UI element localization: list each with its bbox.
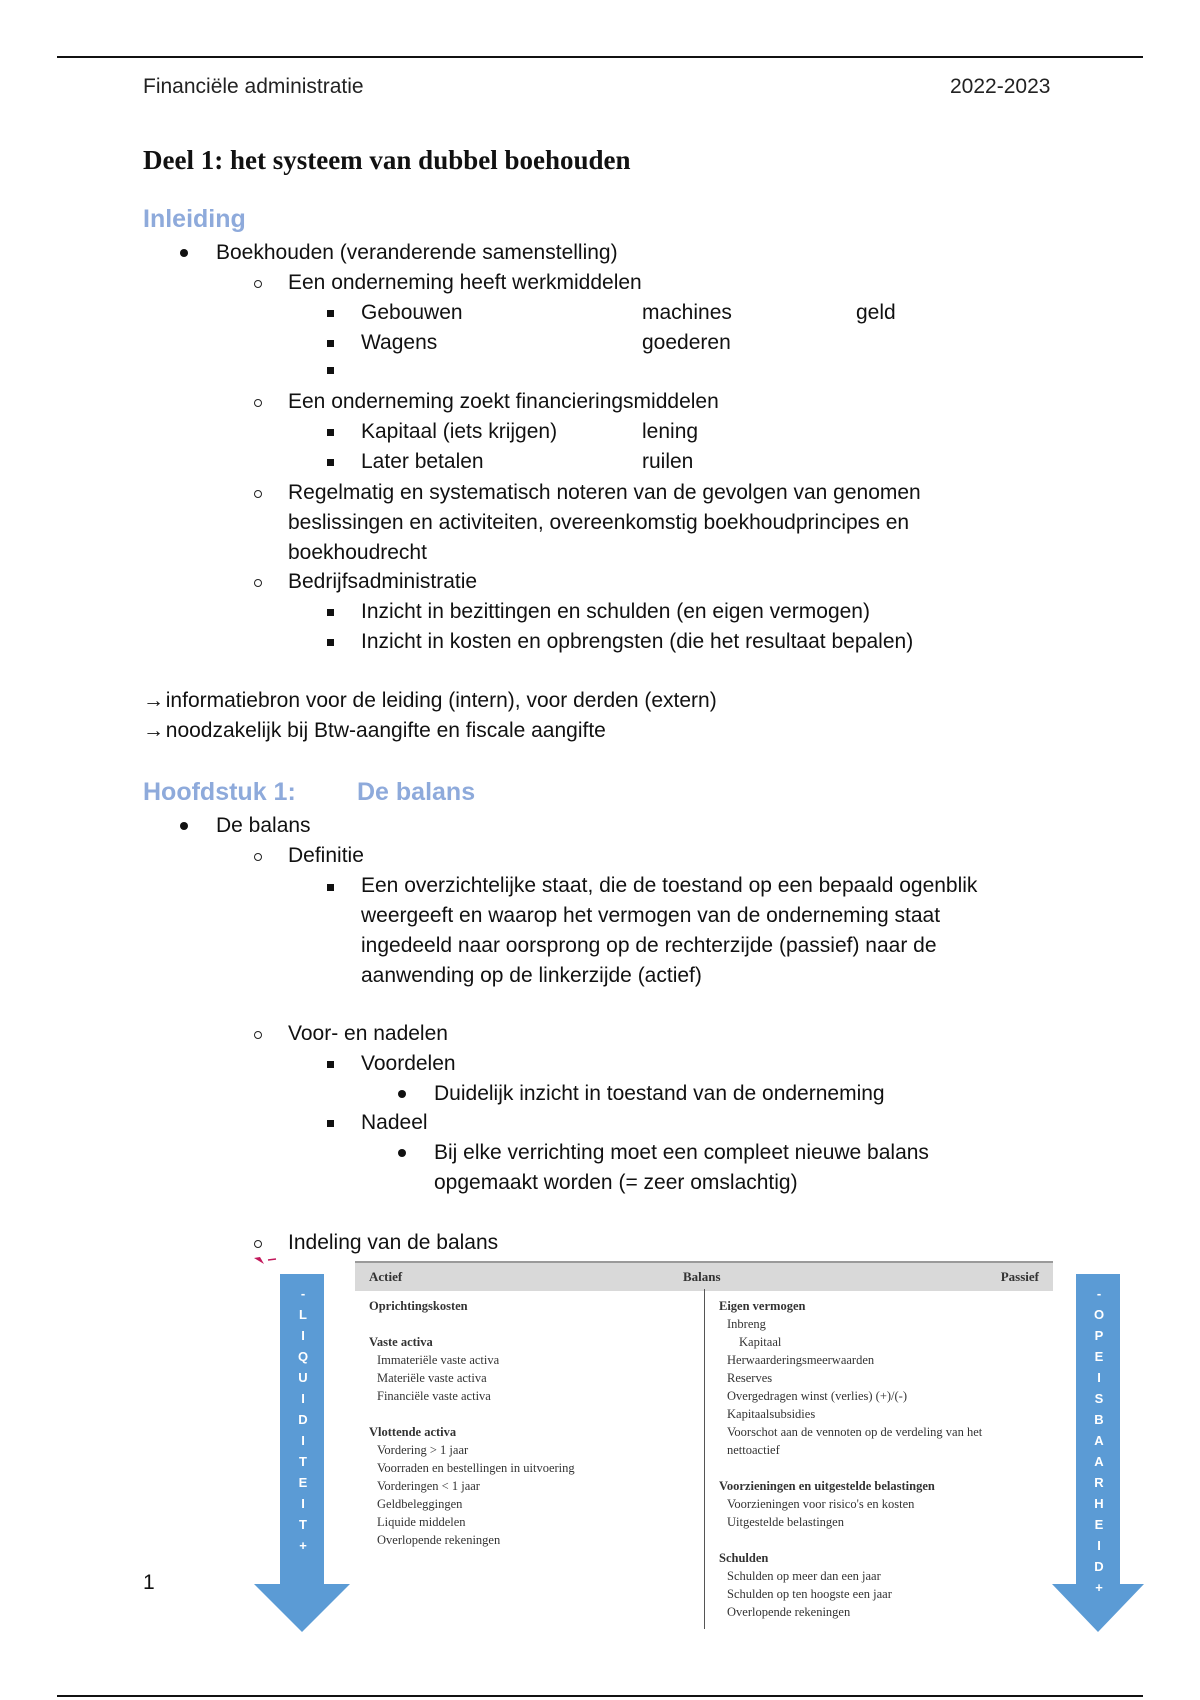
werkmiddel-wagens: Wagens [361, 331, 438, 354]
bullet-square [327, 639, 334, 646]
balance-vlottende-item: Vordering > 1 jaar [377, 1443, 469, 1457]
definitie-label: Definitie [288, 844, 364, 867]
bullet-square [327, 459, 334, 466]
balance-eigen-item: Voorschot aan de vennoten op de verdeling van het [727, 1425, 983, 1439]
chapter-balans: De balans [216, 814, 311, 837]
financiering-ruilen: ruilen [642, 450, 694, 473]
bullet-circle [254, 853, 262, 861]
arrow-letter: I [1097, 1538, 1101, 1553]
arrow-letter: T [299, 1517, 307, 1532]
voordelen-label: Voordelen [361, 1052, 456, 1075]
bullet-circle [254, 1240, 262, 1248]
intro-bedrijfsadministratie: Bedrijfsadministratie [288, 570, 478, 593]
balance-oprichtingskosten: Oprichtingskosten [369, 1299, 468, 1313]
balance-head-actief: Actief [369, 1269, 403, 1284]
werkmiddel-gebouwen: Gebouwen [361, 301, 463, 324]
chapter-heading-number: Hoofdstuk 1: [143, 778, 296, 806]
balance-eigen-item: Herwaarderingsmeerwaarden [727, 1353, 875, 1367]
arrow-note-informatiebron: → informatiebron voor de leiding (intern), voor derden (extern) [143, 689, 717, 712]
werkmiddel-machines: machines [642, 301, 732, 324]
bullet-disc [180, 822, 188, 830]
section-heading-inleiding: Inleiding [143, 205, 246, 233]
arrow-letter: A [1094, 1433, 1104, 1448]
bullet-disc [398, 1149, 406, 1157]
balance-vlottende-item: Overlopende rekeningen [377, 1533, 501, 1547]
financiering-kapitaal: Kapitaal (iets krijgen) [361, 420, 558, 443]
arrow-letter: D [1094, 1559, 1104, 1574]
arrow-note-noodzakelijk: → noodzakelijk bij Btw-aangifte en fiscale aangifte [143, 719, 606, 742]
arrow-letter: U [298, 1370, 308, 1385]
bullet-circle [254, 280, 262, 288]
balance-vaste-activa: Vaste activa [369, 1335, 433, 1349]
arrow-letter: P [1094, 1328, 1104, 1343]
balance-table [355, 1261, 1053, 1629]
header-year: 2022-2023 [950, 75, 1051, 98]
bullet-circle [254, 1031, 262, 1039]
balance-vaste-item: Financiële vaste activa [377, 1389, 491, 1403]
arrow-letter: H [1094, 1496, 1104, 1511]
arrow-letter: E [298, 1475, 308, 1490]
balance-eigen-item: Overgedragen winst (verlies) (+)/(-) [727, 1389, 908, 1403]
balance-vlottende-item: Geldbeleggingen [377, 1497, 463, 1511]
header-rule [57, 56, 1143, 58]
bullet-circle [254, 399, 262, 407]
balance-vaste-item: Immateriële vaste activa [377, 1353, 500, 1367]
definitie-text: Een overzichtelijke staat, die de toestand op een bepaald ogenblik weergeeft en waarop het vermogen van de onderneming staat ingedeeld naar oorsprong op de rechterzijde (passief) naar de aanwending op de linkerzijde (actief) [361, 874, 978, 987]
balance-vlottende-item: Vorderingen < 1 jaar [377, 1479, 480, 1493]
voor-nadelen-label: Voor- en nadelen [288, 1022, 448, 1045]
financiering-later-betalen: Later betalen [361, 450, 484, 473]
nadeel-item: Bij elke verrichting moet een compleet nieuwe balans opgemaakt worden (= zeer omslachtig) [434, 1141, 929, 1194]
arrow-letter: - [1096, 1286, 1102, 1301]
balance-voorzieningen: Voorzieningen en uitgestelde belastingen [719, 1479, 935, 1493]
voordeel-item: Duidelijk inzicht in toestand van de onderneming [434, 1082, 885, 1105]
balance-vaste-item: Materiële vaste activa [377, 1371, 487, 1385]
bullet-disc [398, 1090, 406, 1098]
arrow-letter: I [301, 1391, 305, 1406]
arrow-letter: O [1093, 1307, 1105, 1322]
balance-schulden-item: Schulden op meer dan een jaar [727, 1569, 881, 1583]
bullet-square [327, 340, 334, 347]
intro-boekhouden: Boekhouden (veranderende samenstelling) [216, 241, 618, 264]
arrow-letter: R [1094, 1475, 1104, 1490]
intro-werkmiddelen: Een onderneming heeft werkmiddelen [288, 271, 642, 294]
bullet-square [327, 884, 334, 891]
bullet-circle [254, 579, 262, 587]
opeisbaarheid-label [1089, 1283, 1109, 1598]
bullet-square-empty [327, 367, 334, 374]
footer-rule [57, 1695, 1143, 1697]
right-arrow-icon: → [143, 719, 164, 742]
arrow-letter: I [1097, 1370, 1101, 1385]
bullet-circle [254, 490, 262, 498]
intro-regelmatig: Regelmatig en systematisch noteren van de gevolgen van genomen beslissingen en activiteiten, overeenkomstig boekhoudprincipes en boekhoudrecht [288, 481, 921, 564]
arrow-letter: + [1095, 1580, 1103, 1595]
intro-financiering: Een onderneming zoekt financieringsmiddelen [288, 390, 719, 413]
indeling-label: Indeling van de balans [288, 1231, 499, 1254]
chapter-heading-title: De balans [357, 778, 476, 806]
balance-eigen-vermogen: Eigen vermogen [719, 1299, 806, 1313]
arrow-letter: D [298, 1412, 308, 1427]
liquiditeit-label [293, 1283, 313, 1556]
balance-inbreng: Inbreng [727, 1317, 766, 1331]
bedrijfsadmin-bezittingen: Inzicht in bezittingen en schulden (en eigen vermogen) [361, 600, 870, 623]
balance-kapitaal: Kapitaal [739, 1335, 782, 1349]
arrow-letter: B [1094, 1412, 1104, 1427]
bedrijfsadmin-kosten: Inzicht in kosten en opbrengsten (die het resultaat bepalen) [361, 630, 914, 653]
header-course: Financiële administratie [143, 75, 364, 98]
balance-head-balans: Balans [683, 1269, 721, 1284]
bullet-square [327, 1120, 334, 1127]
balance-vlottende-item: Voorraden en bestellingen in uitvoering [377, 1461, 575, 1475]
werkmiddel-goederen: goederen [642, 331, 731, 354]
balance-schulden-item: Overlopende rekeningen [727, 1605, 851, 1619]
arrow-letter: + [299, 1538, 307, 1553]
bullet-square [327, 429, 334, 436]
arrow-letter: Q [297, 1349, 309, 1364]
balance-eigen-item: Reserves [727, 1371, 773, 1385]
arrow-letter: S [1094, 1391, 1104, 1406]
document-title: Deel 1: het systeem van dubbel boehouden [143, 145, 631, 175]
bullet-square [327, 310, 334, 317]
balance-header [355, 1261, 1053, 1291]
arrow-letter: T [299, 1454, 307, 1469]
arrow-letter: I [301, 1496, 305, 1511]
nadeel-label: Nadeel [361, 1111, 428, 1134]
balance-divider [704, 1289, 705, 1629]
balance-schulden: Schulden [719, 1551, 769, 1565]
arrow-letter: E [1094, 1349, 1104, 1364]
financiering-lening: lening [642, 420, 699, 443]
balance-voorzieningen-item: Voorzieningen voor risico's en kosten [727, 1497, 915, 1511]
balance-voorzieningen-item: Uitgestelde belastingen [727, 1515, 844, 1529]
arrow-letter: - [300, 1286, 306, 1301]
balance-vlottende-item: Liquide middelen [377, 1515, 466, 1529]
bullet-square [327, 609, 334, 616]
ink-mark [252, 1254, 280, 1268]
arrow-letter: I [301, 1433, 305, 1448]
arrow-letter: L [299, 1307, 307, 1322]
page-number: 1 [143, 1571, 155, 1594]
balance-eigen-item: nettoactief [727, 1443, 780, 1457]
balance-vlottende-activa: Vlottende activa [369, 1425, 457, 1439]
arrow-letter: A [1094, 1454, 1104, 1469]
bullet-disc [180, 249, 188, 257]
balance-eigen-item: Kapitaalsubsidies [727, 1407, 816, 1421]
balance-head-passief: Passief [1000, 1269, 1039, 1284]
werkmiddel-geld: geld [856, 301, 896, 324]
balance-schulden-item: Schulden op ten hoogste een jaar [727, 1587, 892, 1601]
right-arrow-icon: → [143, 689, 164, 712]
arrow-letter: E [1094, 1517, 1104, 1532]
bullet-square [327, 1061, 334, 1068]
arrow-letter: I [301, 1328, 305, 1343]
